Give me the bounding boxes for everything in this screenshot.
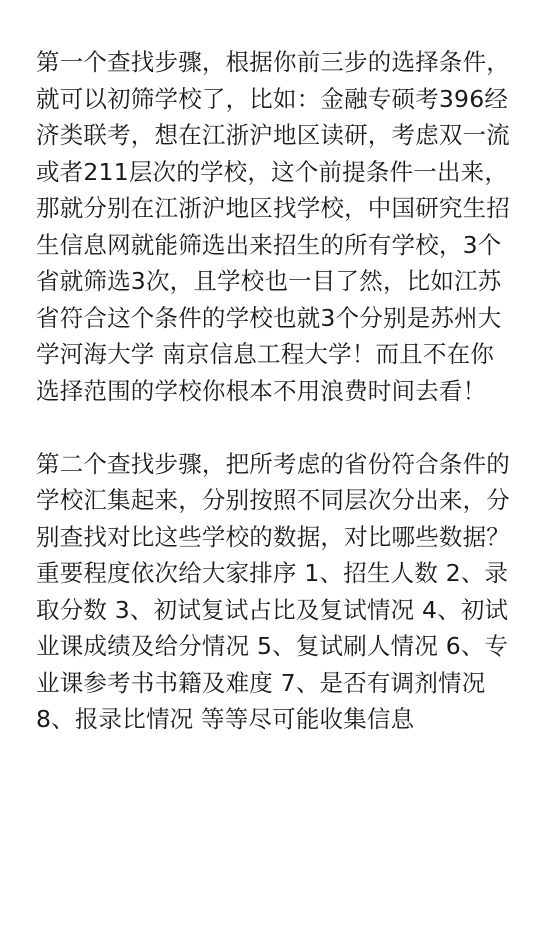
paragraph-step-two: 第二个查找步骤，把所考虑的省份符合条件的学校汇集起来，分别按照不同层次分出来，分别查找对比这些学校的数据，对比哪些数据？重要程度依次给大家排序 1、招生人数 2、录取分数 3、初试复试占比及复试情况 4、初试业课成绩及给分情况 5、复试刷人情况 6、专业课参考书书籍及难度 7、是否有调剂情况 8、报录比情况 等等尽可能收集信息 (36, 449, 510, 733)
document-body (36, 44, 510, 738)
paragraph-step-one: 第一个查找步骤，根据你前三步的选择条件，就可以初筛学校了，比如：金融专硕考396经济类联考，想在江浙沪地区读研，考虑双一流或者211层次的学校，这个前提条件一出来，那就分别在江浙沪地区找学校，中国研究生招生信息网就能筛选出来招生的所有学校，3个省就筛选3次，且学校也一目了然，比如江苏省符合这个条件的学校也就3个分别是苏州大学河海大学 南京信息工程大学！而且不在你选择范围的学校你根本不用浪费时间去看！ (36, 48, 510, 405)
